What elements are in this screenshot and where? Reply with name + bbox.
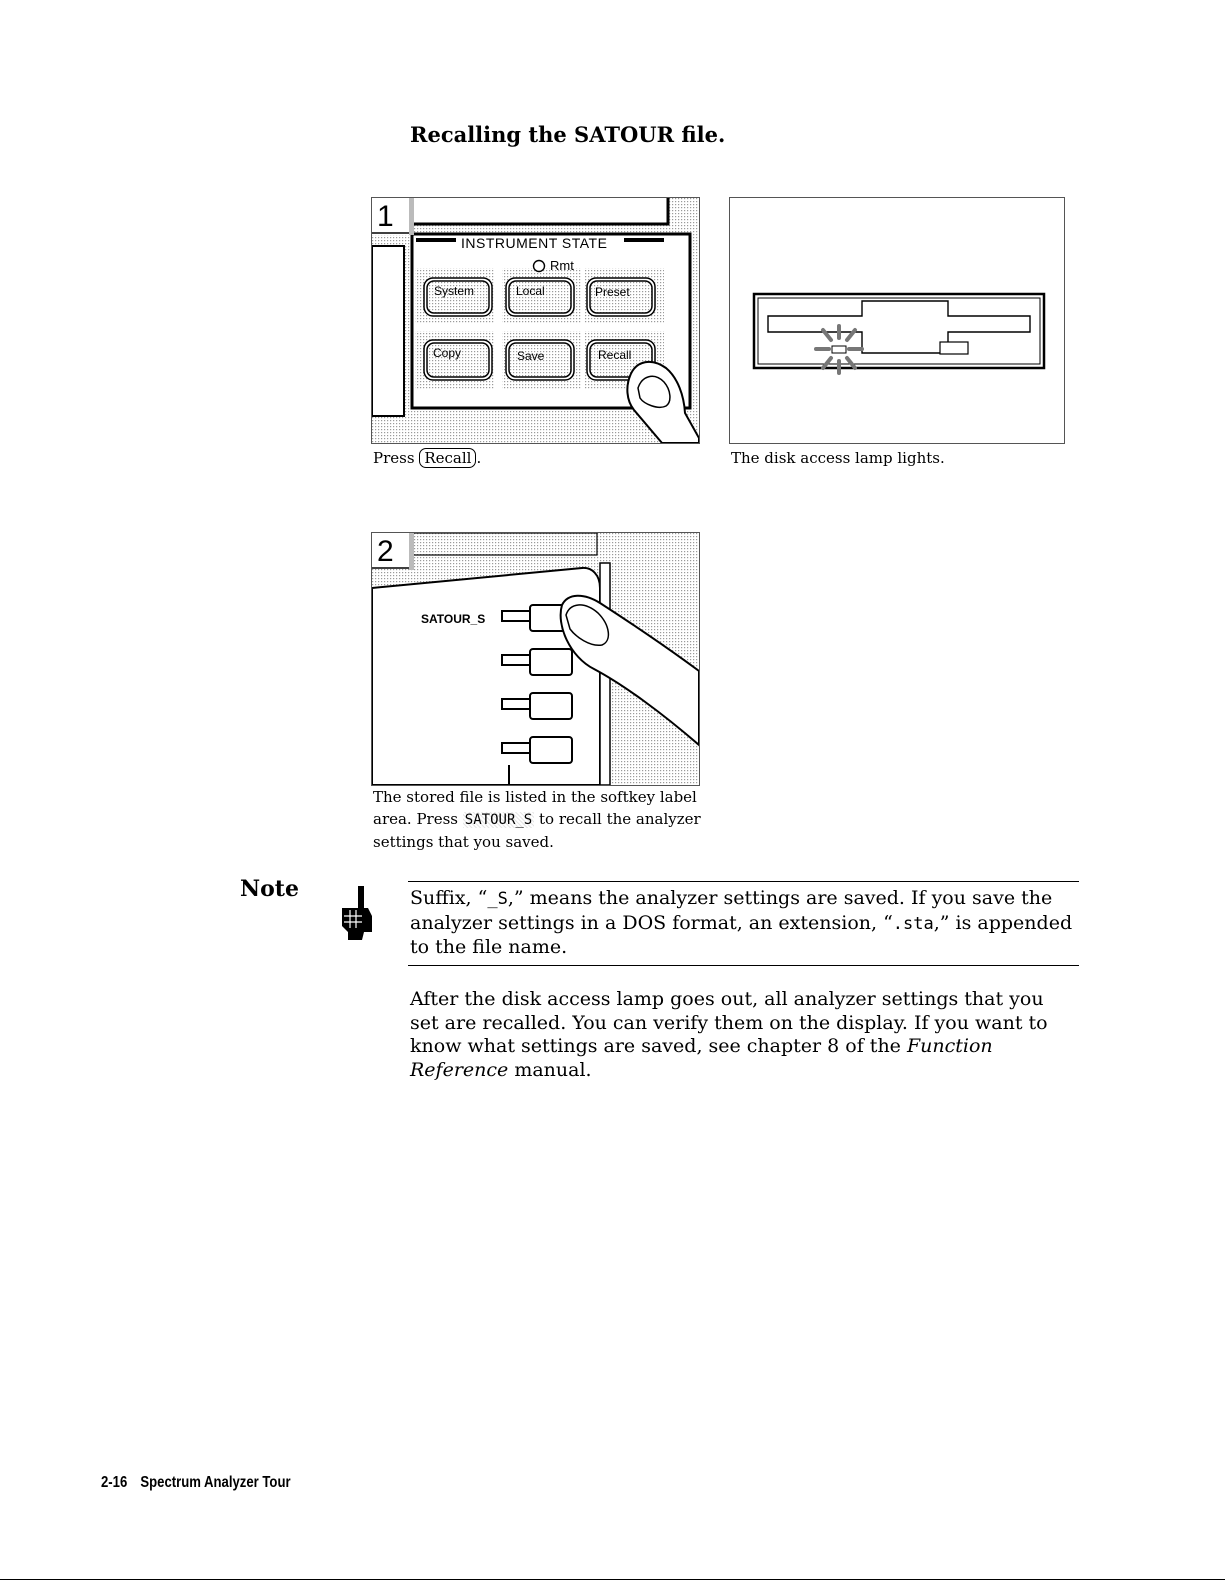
page-number: 2-16 [101,1474,128,1491]
figure1-caption [373,447,481,469]
local-key-label: Local [516,284,545,298]
rmt-indicator-icon [534,261,545,272]
instrument-state-illustration [372,198,699,443]
preset-key-label: Preset [595,285,630,299]
disk-caption: The disk access lamp lights. [731,449,945,467]
page-footer [101,1474,304,1492]
system-key-label: System [434,284,475,298]
save-key-label: Save [517,349,545,363]
caption-suffix: . [476,449,482,467]
body-paragraph: After the disk access lamp goes out, all analyzer settings that you set are recalled. You can verify them on the display. If you want to know what settings are saved, see chapter 8 of the Function Reference manual. [410,988,1048,1081]
disk-access-lamp-icon [816,326,862,373]
figure2-caption [373,786,701,853]
suffix-code: _S [487,889,508,909]
note-top-rule [408,881,1079,882]
chapter-title: Spectrum Analyzer Tour [140,1474,291,1491]
note-text: Suffix, “_S,” means the analyzer settings are saved. If you save the analyzer settings in a DOS format, an extension, “.sta,” is appended to the file name. [410,887,1073,959]
softkey-illustration [372,533,699,785]
step-number: 1 [377,200,394,233]
note-bottom-rule [408,965,1079,966]
section-heading: Recalling the SATOUR file. [410,122,726,147]
disk-drive-figure [729,197,1065,444]
extension-code: .sta [892,913,934,934]
caption-line: settings that you saved. [373,833,554,851]
satour-softkey-reference: SATOUR_S [464,812,533,828]
note-label: Note [240,876,299,902]
rmt-label: Rmt [550,258,574,273]
recall-key-label: Recall [598,348,632,362]
instrument-state-figure [371,197,700,444]
recall-key-reference: Recall [419,448,476,468]
pointing-hand-icon [338,886,376,940]
instrument-state-title: INSTRUMENT STATE [461,235,608,251]
page-bottom-rule [0,1579,1225,1580]
step-number: 2 [377,535,394,568]
function-reference-title: Function Reference [410,1035,993,1081]
softkey-figure [371,532,700,786]
satour-softkey-label: SATOUR_S [421,612,486,626]
copy-key-label: Copy [433,346,462,360]
disk-drive-illustration [730,198,1064,443]
caption-line: The stored file is listed in the softkey label [373,788,697,806]
caption-prefix: Press [373,449,415,467]
caption-line: area. Press SATOUR_S to recall the analyzer [373,810,701,828]
